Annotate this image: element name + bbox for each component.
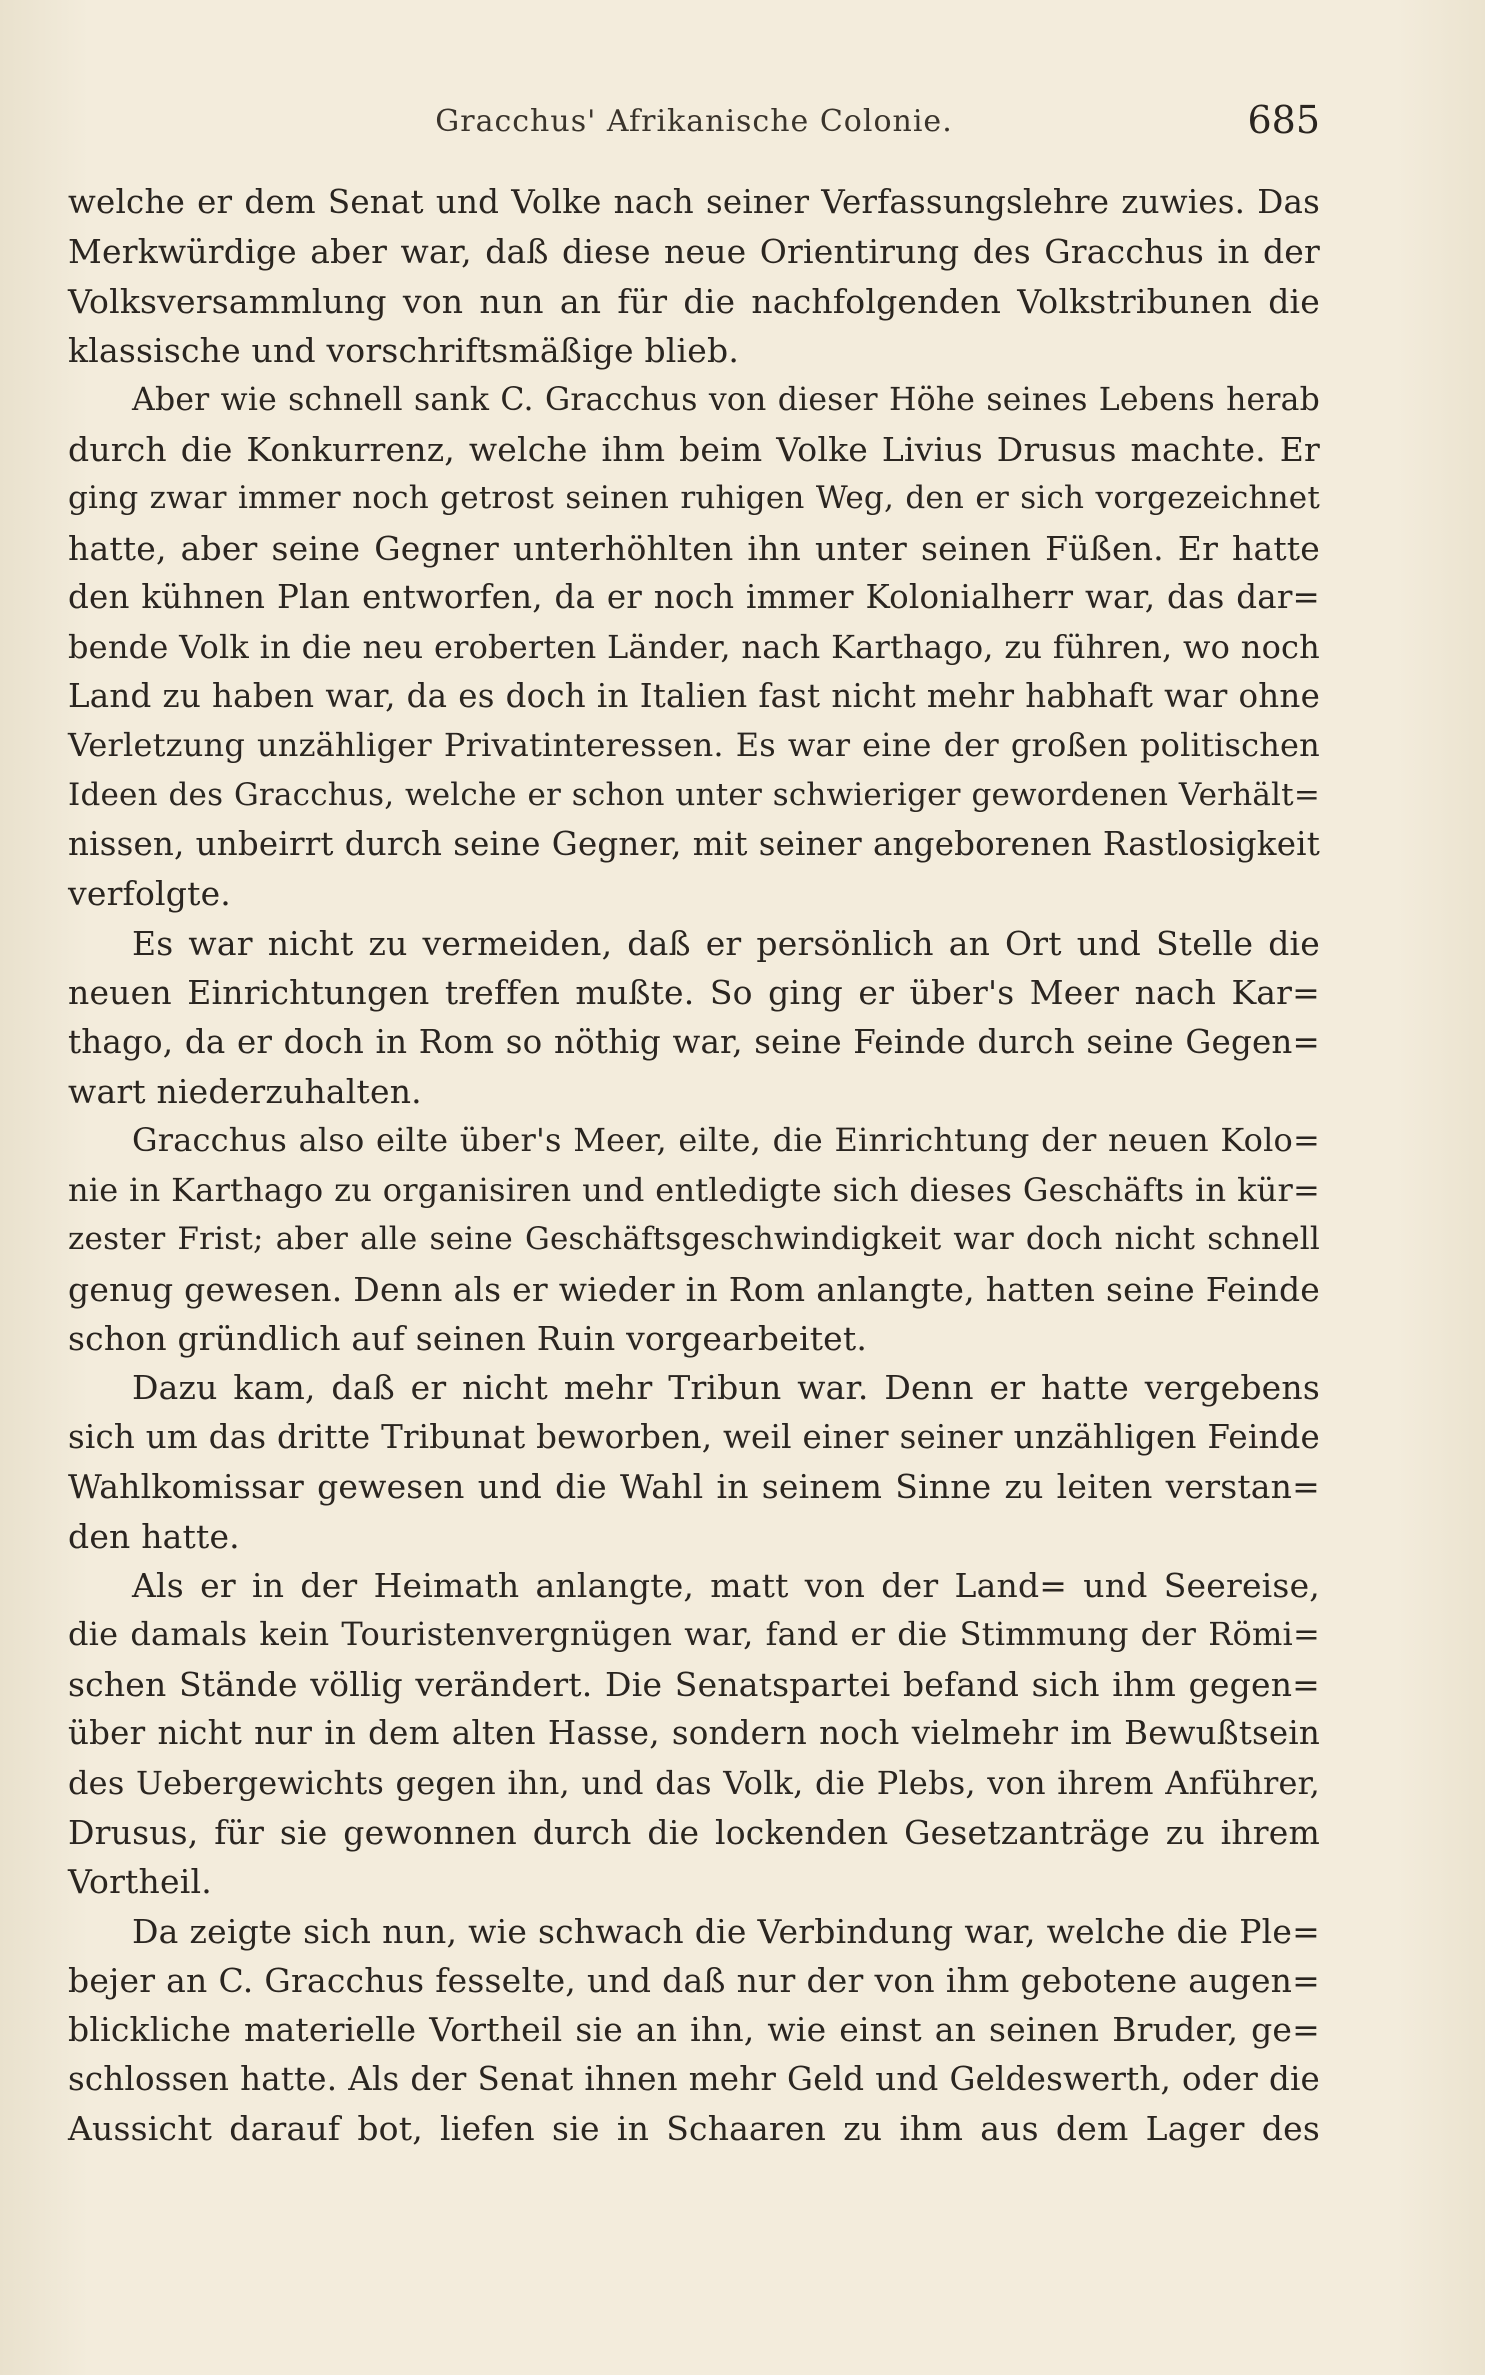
text-line: bejer an C. Gracchus fesselte, und daß nur der von ihm gebotene augen=: [68, 1961, 1320, 2001]
text-line: nie in Karthago zu organisiren und entledigte sich dieses Geschäfts in kür=: [68, 1170, 1320, 1209]
text-line: ging zwar immer noch getrost seinen ruhigen Weg, den er sich vorgezeichnet: [68, 480, 1320, 517]
running-title: Gracchus' Afrikanische Colonie.: [435, 104, 953, 139]
text-line: sich um das dritte Tribunat beworben, weil einer seiner unzähligen Feinde: [68, 1417, 1320, 1456]
text-line: Als er in der Heimath anlangte, matt von der Land= und Seereise,: [132, 1565, 1320, 1605]
text-line: hatte, aber seine Gegner unterhöhlten ihn unter seinen Füßen. Er hatte: [68, 528, 1320, 568]
text-line: blickliche materielle Vortheil sie an ihn, wie einst an seinen Bruder, ge=: [68, 2010, 1320, 2050]
text-line: schon gründlich auf seinen Ruin vorgearbeitet.: [68, 1318, 868, 1358]
text-line: des Uebergewichts gegen ihn, und das Volk, die Plebs, von ihrem Anführer,: [68, 1763, 1320, 1802]
text-line: Verletzung unzähliger Privatinteressen. Es war eine der großen politischen: [68, 726, 1320, 765]
text-line: Drusus, für sie gewonnen durch die lockenden Gesetzanträge zu ihrem: [68, 1812, 1320, 1852]
text-line: bende Volk in die neu eroberten Länder, nach Karthago, zu führen, wo noch: [68, 627, 1320, 666]
text-line: verfolgte.: [68, 874, 231, 914]
text-line: Gracchus also eilte über's Meer, eilte, die Einrichtung der neuen Kolo=: [132, 1121, 1320, 1160]
text-line: Es war nicht zu vermeiden, daß er persönlich an Ort und Stelle die: [132, 923, 1320, 963]
text-line: schlossen hatte. Als der Senat ihnen mehr Geld und Geldeswerth, oder die: [68, 2059, 1320, 2098]
text-line: den hatte.: [68, 1516, 240, 1556]
text-line: Vortheil.: [68, 1862, 212, 1902]
text-line: Wahlkomissar gewesen und die Wahl in seinem Sinne zu leiten verstan=: [68, 1467, 1320, 1507]
text-line: Ideen des Gracchus, welche er schon unter schwieriger gewordenen Verhält=: [68, 776, 1320, 813]
text-line: wart niederzuhalten.: [68, 1072, 422, 1112]
text-line: Land zu haben war, da es doch in Italien fast nicht mehr habhaft war ohne: [68, 676, 1320, 715]
text-line: Volksversammlung von nun an für die nachfolgenden Volkstribunen die: [68, 281, 1320, 321]
text-line: über nicht nur in dem alten Hasse, sondern noch vielmehr im Bewußtsein: [68, 1714, 1320, 1753]
text-line: durch die Konkurrenz, welche ihm beim Volke Livius Drusus machte. Er: [68, 429, 1320, 469]
text-line: den kühnen Plan entworfen, da er noch immer Kolonialherr war, das dar=: [68, 578, 1320, 617]
text-line: thago, da er doch in Rom so nöthig war, seine Feinde durch seine Gegen=: [68, 1022, 1320, 1061]
body-text: [68, 178, 1320, 2154]
running-head: [68, 98, 1320, 146]
text-line: Aussicht darauf bot, liefen sie in Schaaren zu ihm aus dem Lager des: [68, 2109, 1320, 2149]
text-line: genug gewesen. Denn als er wieder in Rom anlangte, hatten seine Feinde: [68, 1269, 1320, 1309]
text-line: welche er dem Senat und Volke nach seiner Verfassungslehre zuwies. Das: [68, 183, 1320, 221]
page-number: 685: [1247, 98, 1320, 142]
text-line: Aber wie schnell sank C. Gracchus von dieser Höhe seines Lebens herab: [132, 381, 1320, 418]
text-line: zester Frist; aber alle seine Geschäftsgeschwindigkeit war doch nicht schnell: [68, 1221, 1320, 1258]
text-line: Merkwürdige aber war, daß diese neue Orientirung des Gracchus in der: [68, 232, 1320, 272]
text-line: schen Stände völlig verändert. Die Senatspartei befand sich ihm gegen=: [68, 1664, 1320, 1704]
text-line: Dazu kam, daß er nicht mehr Tribun war. Denn er hatte vergebens: [132, 1368, 1320, 1408]
text-line: nissen, unbeirrt durch seine Gegner, mit seiner angeborenen Rastlosigkeit: [68, 825, 1320, 864]
text-line: neuen Einrichtungen treffen mußte. So ging er über's Meer nach Kar=: [68, 973, 1320, 1013]
text-line: klassische und vorschriftsmäßige blieb.: [68, 331, 740, 371]
text-line: Da zeigte sich nun, wie schwach die Verbindung war, welche die Ple=: [132, 1911, 1320, 1951]
text-line: die damals kein Touristenvergnügen war, fand er die Stimmung der Römi=: [68, 1615, 1320, 1654]
